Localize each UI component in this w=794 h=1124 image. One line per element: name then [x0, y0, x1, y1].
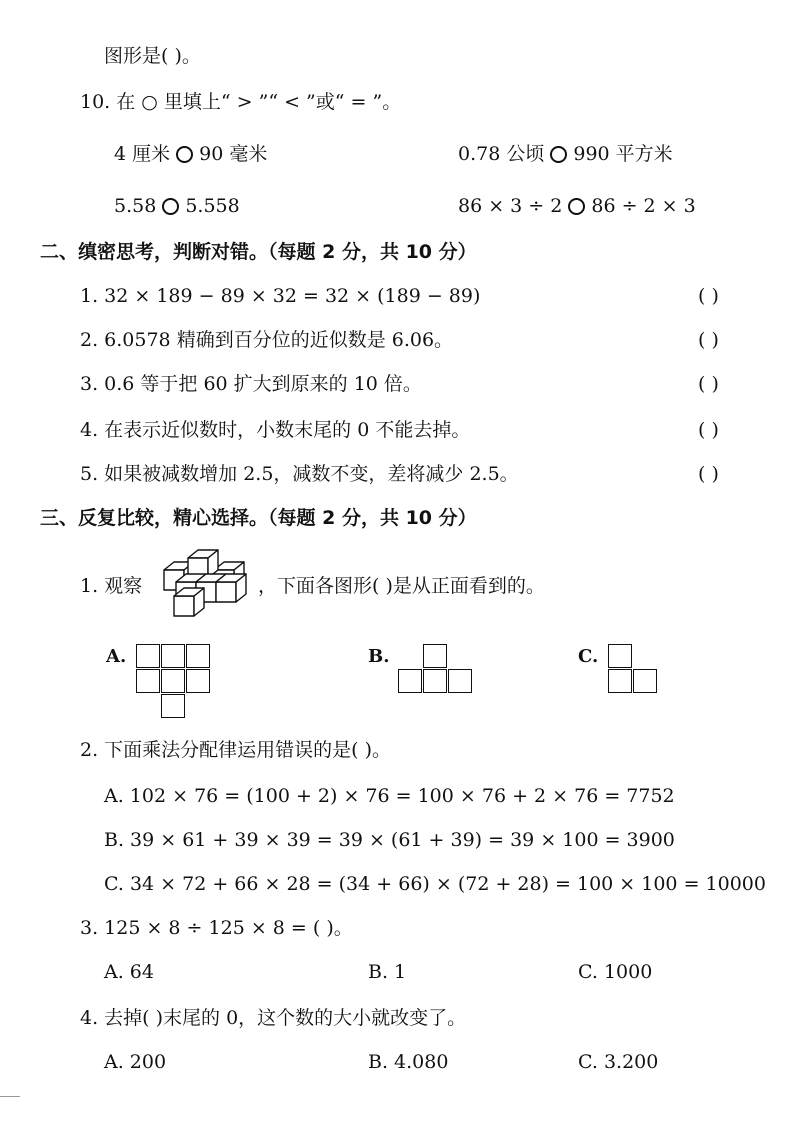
answer-paren-2[interactable]: ( ) [698, 329, 719, 351]
q10-prompt: 10. 在 ○ 里填上“ > ”“ < ”或“ = ”。 [80, 91, 402, 113]
compare-circle[interactable] [568, 198, 585, 215]
s3-q1-pre: 1. 观察 [80, 575, 143, 597]
s3-q2-option-a[interactable]: A. 102 × 76 = (100 + 2) × 76 = 100 × 76 + 2 × 76 = 7752 [104, 785, 675, 807]
tf-item-2: 2. 6.0578 精确到百分位的近似数是 6.06。 [80, 329, 454, 351]
s3-q1-post: ，下面各图形( )是从正面看到的。 [258, 575, 545, 597]
answer-paren-3[interactable]: ( ) [698, 373, 719, 395]
s3-q3-option-c[interactable]: C. 1000 [578, 961, 653, 983]
s3-q3-option-b[interactable]: B. 1 [368, 961, 407, 983]
q10-row1-left [114, 142, 267, 166]
q10-r2-l-a: 5.58 [114, 195, 157, 217]
compare-circle[interactable] [550, 146, 567, 163]
q10-r1-l-b: 90 毫米 [199, 143, 268, 165]
q10-r2-l-b: 5.558 [185, 195, 240, 217]
q10-row1-right [458, 142, 673, 166]
s3-q2-option-b[interactable]: B. 39 × 61 + 39 × 39 = 39 × (61 + 39) = 39 × 100 = 3900 [104, 829, 675, 851]
section2-title: 二、缜密思考，判断对错。（每题 2 分，共 10 分） [40, 241, 477, 263]
s3-q2-option-c[interactable]: C. 34 × 72 + 66 × 28 = (34 + 66) × (72 + 28) = 100 × 100 = 10000 [104, 873, 766, 895]
answer-paren-4[interactable]: ( ) [698, 419, 719, 441]
compare-circle[interactable] [162, 198, 179, 215]
s3-q4-option-a[interactable]: A. 200 [104, 1051, 167, 1073]
q10-row2-left [114, 194, 240, 218]
q10-r1-r-a: 0.78 公顷 [458, 143, 545, 165]
s3-q3-option-a[interactable]: A. 64 [104, 961, 154, 983]
tf-item-1: 1. 32 × 189 − 89 × 32 = 32 × (189 − 89) [80, 285, 481, 307]
s3-q4: 4. 去掉( )末尾的 0，这个数的大小就改变了。 [80, 1007, 467, 1029]
s3-q3: 3. 125 × 8 ÷ 125 × 8 = ( )。 [80, 917, 353, 939]
option-a-label: A. [106, 646, 127, 667]
cube-stack-figure [154, 548, 260, 620]
q10-r1-l-a: 4 厘米 [114, 143, 171, 165]
compare-circle[interactable] [176, 146, 193, 163]
s3-q4-option-c[interactable]: C. 3.200 [578, 1051, 659, 1073]
tf-item-4: 4. 在表示近似数时，小数末尾的 0 不能去掉。 [80, 419, 471, 441]
q10-r2-r-a: 86 × 3 ÷ 2 [458, 195, 563, 217]
s3-q2: 2. 下面乘法分配律运用错误的是( )。 [80, 739, 392, 761]
section3-title: 三、反复比较，精心选择。（每题 2 分，共 10 分） [40, 507, 477, 529]
q9-tail: 图形是( )。 [104, 45, 201, 67]
tf-item-5: 5. 如果被减数增加 2.5，减数不变，差将减少 2.5。 [80, 463, 519, 485]
option-b-label: B. [368, 646, 390, 667]
s3-q4-option-b[interactable]: B. 4.080 [368, 1051, 449, 1073]
q10-r2-r-b: 86 ÷ 2 × 3 [591, 195, 696, 217]
answer-paren-5[interactable]: ( ) [698, 463, 719, 485]
q10-row2-right [458, 194, 696, 218]
page-edge-mark [0, 1096, 20, 1097]
tf-item-3: 3. 0.6 等于把 60 扩大到原来的 10 倍。 [80, 373, 422, 395]
option-c-label: C. [578, 646, 599, 667]
q10-r1-r-b: 990 平方米 [573, 143, 673, 165]
answer-paren-1[interactable]: ( ) [698, 285, 719, 307]
